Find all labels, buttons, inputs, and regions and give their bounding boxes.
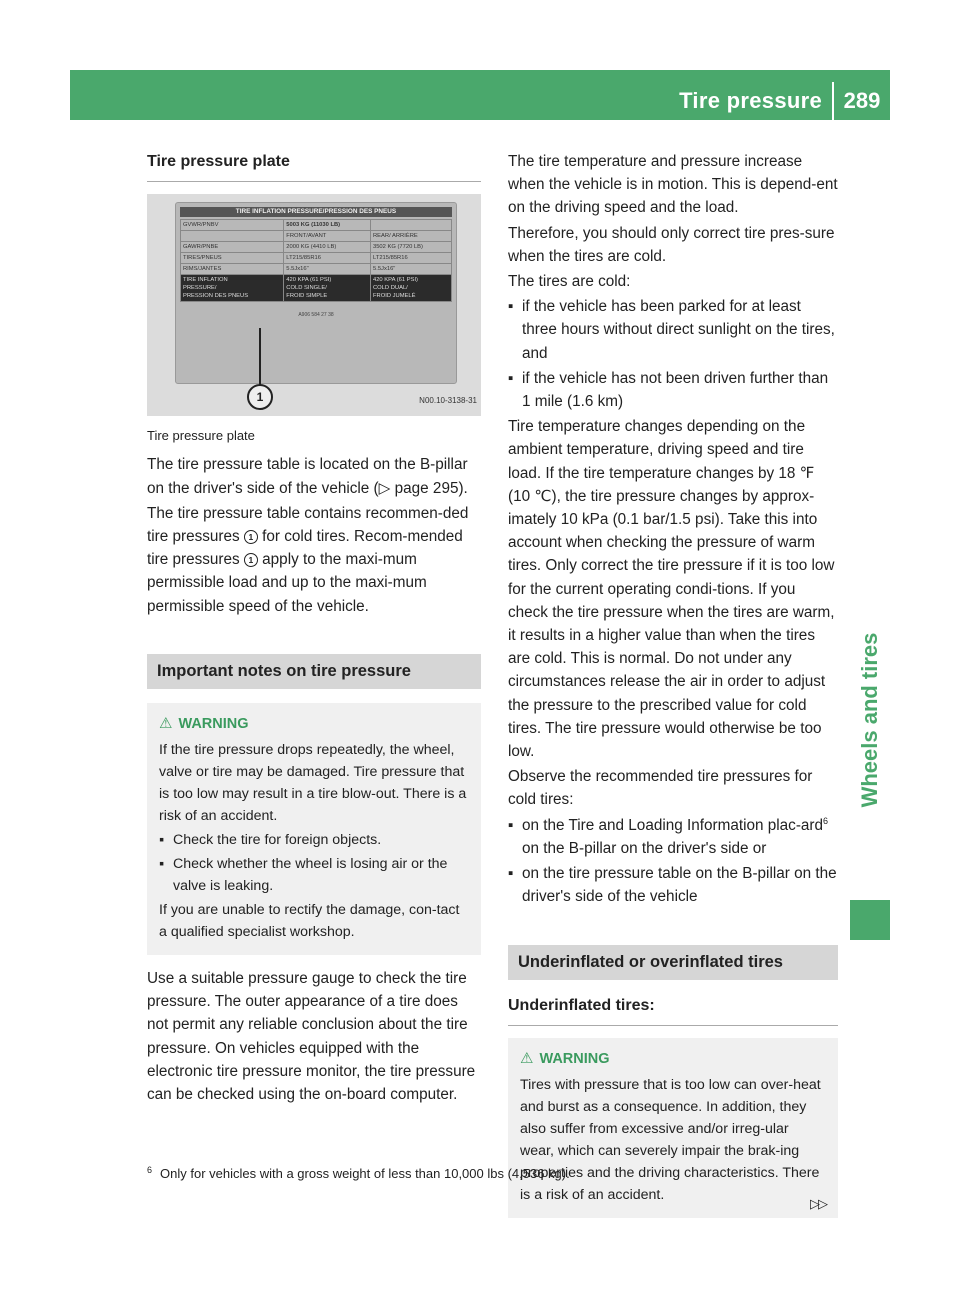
plate-title: TIRE INFLATION PRESSURE/PRESSION DES PNEUS (180, 207, 452, 217)
continue-arrow-icon: ▷▷ (810, 1196, 826, 1211)
warning-header (159, 713, 469, 735)
bullet-icon: ▪ (508, 816, 514, 834)
plate-cell: LT215/85R16 (370, 253, 451, 264)
warning-label: WARNING (539, 1050, 610, 1067)
paragraph: Observe the recommended tire pressures for cold tires: (508, 768, 813, 809)
tire-plate-image (175, 202, 457, 384)
warning-box (508, 1038, 838, 1218)
plate-row (181, 231, 452, 242)
warning-icon: ⚠ (520, 1049, 534, 1067)
plate-row-inflation (181, 275, 452, 302)
list-item-text: if the vehicle has not been driven further than 1 mile (1.6 km) (522, 369, 829, 411)
footnote-text: Only for vehicles with a gross weight of less than 10,000 lbs (4,536 kg). (160, 1166, 570, 1181)
list-item (508, 295, 838, 365)
page-number: 289 (843, 88, 881, 113)
list-item (508, 367, 838, 413)
left-column (147, 150, 481, 1108)
warning-text: Tires with pressure that is too low can over-heat and burst as a consequence. In addition, they also suffer from excessive and/or irreg-ular wear, which can severely impair the brak-ing properties and the driving characteristics. There is a risk of an accident. (520, 1076, 821, 1203)
warning-text: If you are unable to rectify the damage, con-tact a qualified specialist workshop. (159, 902, 460, 941)
list-item (159, 853, 469, 897)
paragraph: Use a suitable pressure gauge to check the tire pressure. The outer appearance of a tire does not permit any reliable conclusion about the tire pressure. On vehicles equipped with the electronic tire pressure monitor, the tire pressure can be checked using the on-board computer. (147, 970, 476, 1104)
list-item-text: Check the tire for foreign objects. (173, 832, 382, 849)
plate-cell: FRONT/AVANT (284, 231, 371, 242)
plate-cell: RIMS/JANTES (181, 264, 284, 275)
plate-cell: 2000 KG (4410 LB) (284, 242, 371, 253)
paragraph: Tire temperature changes depending on the ambient temperature, driving speed and tire load. If the tire temperature changes by 18 ℉ (10 ℃), the tire pressure changes by approx-imately 10 kPa (0.1 bar/1.5 psi). Take this into account when checking the pressure of warm tires. Only correct the tire pressure if it is too low for the current operating condi-tions. If you check the tire pressure when the tires are warm, it results in a higher value than when the tires are cold. This is normal. Do not under any circumstances release the air in order to adjust the pressure to the prescribed value for cold tires. The tire pressure would otherwise be too low. (508, 418, 835, 761)
subsection-title: Underinflated tires: (508, 994, 838, 1026)
right-column (508, 150, 838, 1230)
plate-cell: 420 KPA (61 PSI) COLD SINGLE/ FROID SIMPLE (284, 275, 371, 302)
figure-id: N00.10-3138-31 (419, 396, 477, 405)
plate-cell: LT215/85R16 (284, 253, 371, 264)
list-item (159, 829, 469, 851)
plate-cell (370, 220, 451, 231)
plate-cell: GAWR/PNBE (181, 242, 284, 253)
list-item-text: on the B-pillar on the driver's side or (522, 839, 767, 857)
plate-table (180, 219, 452, 302)
page-header (70, 70, 890, 120)
side-tab-label: Wheels and tires (857, 632, 882, 808)
plate-cell: 5003 KG (11030 LB) (284, 220, 371, 231)
section-heading: Underinflated or overinflated tires (508, 945, 838, 980)
plate-row (181, 264, 452, 275)
plate-cell: 5.5Jx16" (284, 264, 371, 275)
callout-1: 1 (247, 384, 273, 410)
callout-line (259, 328, 261, 390)
bullet-icon: ▪ (508, 865, 514, 883)
paragraph: The tire temperature and pressure increase when the vehicle is in motion. This is depend-ent on the driving speed and the load. (508, 153, 838, 217)
footnote-ref: 6 (823, 815, 829, 826)
bullet-icon: ▪ (508, 369, 514, 387)
list-item-text: Check whether the wheel is losing air or the valve is leaking. (173, 856, 448, 895)
plate-row (181, 242, 452, 253)
side-marker (850, 900, 890, 940)
tire-pressure-plate-figure (147, 194, 481, 416)
footnote-number: 6 (147, 1164, 153, 1175)
plate-cell: REAR/ ARRIÈRE (370, 231, 451, 242)
side-tab (850, 560, 890, 880)
plate-cell: TIRE INFLATION PRESSURE/ PRESSION DES PNEUS (181, 275, 284, 302)
bullet-icon: ▪ (159, 832, 165, 849)
warning-box (147, 703, 481, 955)
paragraph-text: for cold tires. Recom-mended tire pressures (147, 528, 463, 569)
paragraph: The tires are cold: (508, 273, 631, 291)
bullet-icon: ▪ (508, 298, 514, 316)
paragraph-text: The tire pressure table contains recommen-ded tire pressures (147, 504, 469, 546)
plate-cell: 5.5Jx16" (370, 264, 451, 275)
section-title: Tire pressure plate (147, 150, 481, 182)
list-item-text: on the tire pressure table on the B-pillar on the driver's side of the vehicle (522, 865, 837, 906)
callout-ref-1: 1 (244, 553, 258, 567)
chapter-title: Tire pressure (679, 88, 822, 113)
plate-row (181, 253, 452, 264)
paragraph-text: apply to the maxi-mum permissible load and up to the maxi-mum permissible speed of the vehicle. (147, 551, 427, 615)
paragraph (147, 502, 481, 618)
plate-cell: TIRES/PNEUS (181, 253, 284, 264)
warning-label: WARNING (178, 716, 249, 733)
plate-cell: 3502 KG (7720 LB) (370, 242, 451, 253)
warning-header (520, 1048, 826, 1070)
paragraph: Therefore, you should only correct tire pres-sure when the tires are cold. (508, 224, 835, 265)
list-item (508, 862, 838, 908)
list-item-text: on the Tire and Loading Information plac-ard (522, 816, 824, 834)
plate-row (181, 220, 452, 231)
warning-icon: ⚠ (159, 715, 173, 733)
plate-cell: GVWR/PNBV (181, 220, 284, 231)
footnote (147, 1166, 570, 1181)
figure-caption: Tire pressure plate (147, 428, 255, 444)
warning-text: If the tire pressure drops repeatedly, the wheel, valve or tire may be damaged. Tire pressure that is too low may result in a tire blow-out. There is a risk of an accident. (159, 742, 467, 825)
plate-code: A906 584 27 38 (298, 312, 334, 319)
list-item (508, 814, 838, 860)
section-heading: Important notes on tire pressure (147, 654, 481, 689)
callout-ref-1: 1 (244, 530, 258, 544)
list-item-text: if the vehicle has been parked for at least three hours without direct sunlight on the tires, and (522, 298, 835, 362)
plate-cell (181, 231, 284, 242)
paragraph: The tire pressure table is located on the B-pillar on the driver's side of the vehicle (▷ page 295). (147, 456, 468, 497)
bullet-icon: ▪ (159, 856, 165, 873)
plate-cell: 420 KPA (61 PSI) COLD DUAL/ FROID JUMELÉ (370, 275, 451, 302)
